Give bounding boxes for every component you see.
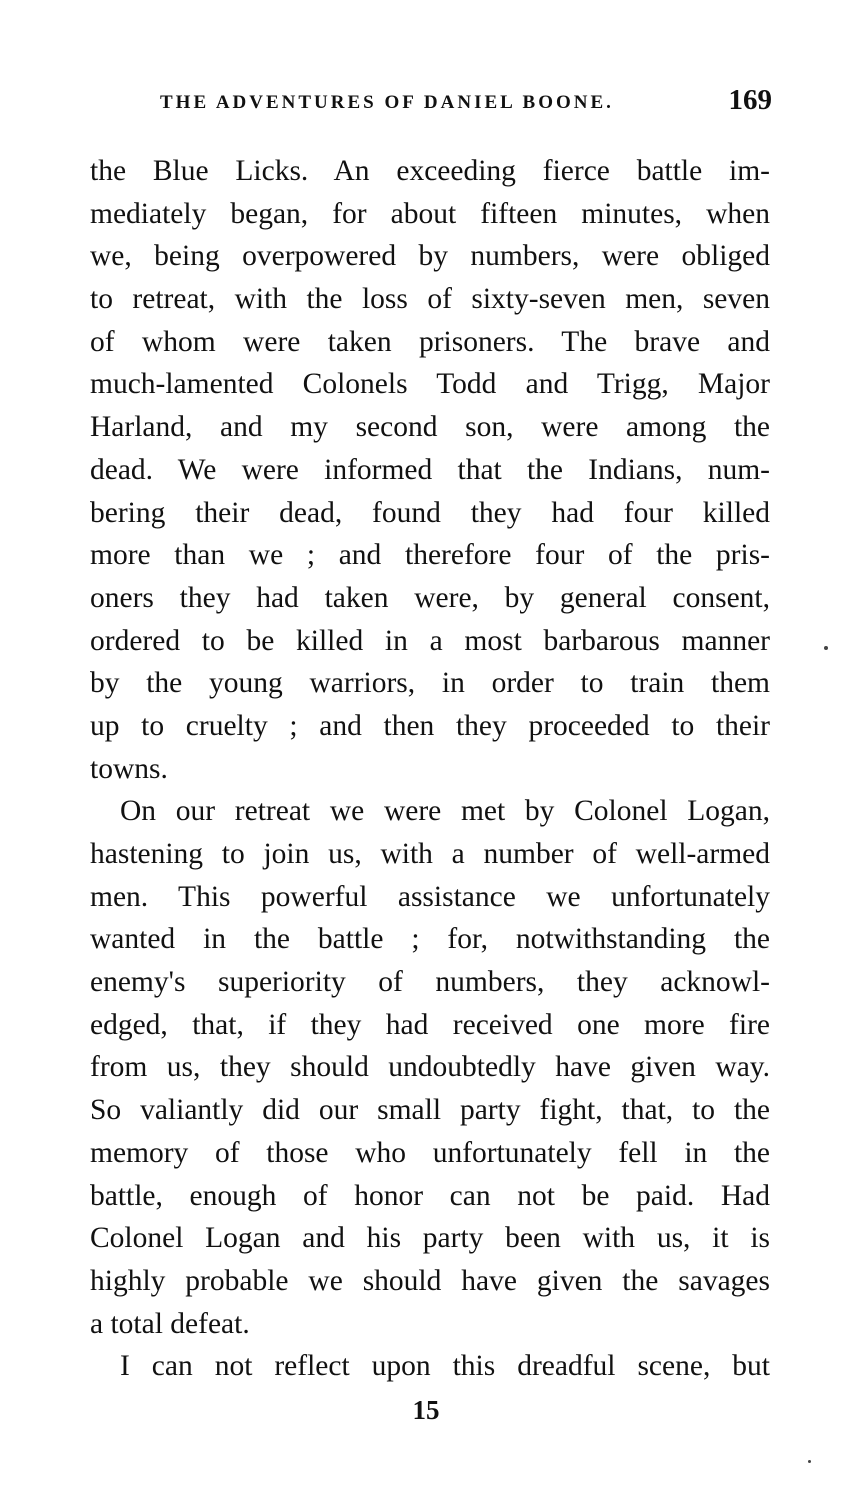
text-line: of whom were taken prisoners. The brave and bbox=[90, 325, 770, 358]
text-line: by the young warriors, in order to train them bbox=[90, 667, 770, 700]
text-line: edged, that, if they had received one more fire bbox=[90, 1008, 770, 1041]
paragraph-start-line: On our retreat we were met by Colonel Logan, bbox=[120, 795, 770, 828]
text-line: dead. We were informed that the Indians, num- bbox=[90, 453, 770, 486]
signature-mark: 15 bbox=[412, 1395, 440, 1425]
text-line: up to cruelty ; and then they proceeded to their bbox=[90, 709, 770, 742]
text-line: oners they had taken were, by general consent, bbox=[90, 581, 770, 614]
ink-speck bbox=[824, 646, 828, 650]
paragraph-end-line: a total defeat. bbox=[90, 1307, 250, 1340]
text-line: Colonel Logan and his party been with us, it is bbox=[90, 1222, 770, 1255]
text-line: bering their dead, found they had four killed bbox=[90, 496, 770, 529]
ink-speck bbox=[808, 1460, 811, 1463]
text-line: from us, they should undoubtedly have given way. bbox=[90, 1051, 770, 1084]
text-line: we, being overpowered by numbers, were obliged bbox=[90, 240, 770, 273]
running-title: THE ADVENTURES OF DANIEL BOONE. bbox=[160, 92, 614, 113]
body-text bbox=[90, 150, 770, 1388]
text-line: ordered to be killed in a most barbarous manner bbox=[90, 624, 770, 657]
text-line: to retreat, with the loss of sixty-seven men, seven bbox=[90, 283, 770, 316]
text-line: memory of those who unfortunately fell in the bbox=[90, 1136, 770, 1169]
paragraph-start-line: I can not reflect upon this dreadful scene, but bbox=[120, 1350, 770, 1383]
page-number: 169 bbox=[728, 84, 772, 116]
text-line: mediately began, for about fifteen minutes, when bbox=[90, 197, 770, 230]
text-line: men. This powerful assistance we unfortunately bbox=[90, 880, 770, 913]
text-line: battle, enough of honor can not be paid. Had bbox=[90, 1179, 770, 1212]
text-line: So valiantly did our small party fight, that, to the bbox=[90, 1094, 770, 1127]
text-line: much-lamented Colonels Todd and Trigg, Major bbox=[90, 368, 770, 401]
text-line: enemy's superiority of numbers, they acknowl- bbox=[90, 966, 770, 999]
paragraph-end-line: towns. bbox=[90, 752, 168, 785]
text-line: more than we ; and therefore four of the pris- bbox=[90, 539, 770, 572]
text-line: wanted in the battle ; for, notwithstanding the bbox=[90, 923, 770, 956]
text-line: highly probable we should have given the savages bbox=[90, 1264, 770, 1297]
text-line: hastening to join us, with a number of well-armed bbox=[90, 838, 770, 870]
text-line: the Blue Licks. An exceeding fierce battle im- bbox=[90, 155, 770, 187]
text-line: Harland, and my second son, were among the bbox=[90, 411, 770, 444]
running-head bbox=[160, 84, 772, 124]
